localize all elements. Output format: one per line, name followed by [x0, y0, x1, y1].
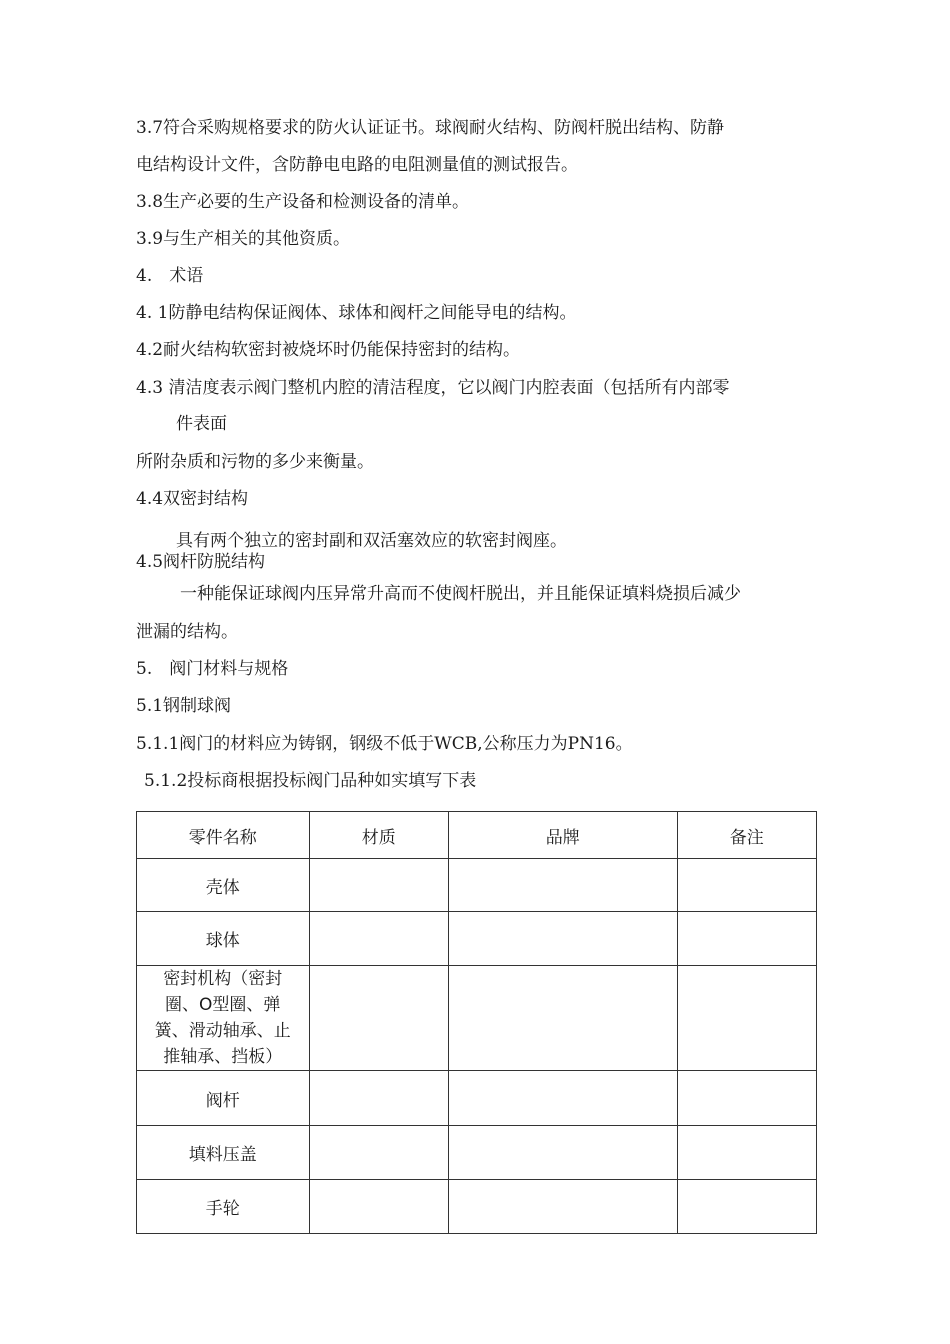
- cell-material: [309, 1126, 448, 1180]
- cell-brand: [448, 1071, 677, 1126]
- header-brand: 品牌: [448, 812, 677, 859]
- table-row: [137, 1071, 817, 1126]
- cell-material: [309, 966, 448, 1071]
- cell-part-name: 球体: [137, 912, 310, 966]
- cell-line: 推轴承、挡板）: [163, 1047, 283, 1067]
- table-row: [137, 912, 817, 966]
- section-5-heading: 5. 阀门材料与规格: [136, 659, 289, 679]
- section-4-heading: 4. 术语: [136, 266, 204, 286]
- cell-remarks: [677, 912, 816, 966]
- cell-material: [309, 1180, 448, 1234]
- cell-material: [309, 1071, 448, 1126]
- table-row: [137, 1126, 817, 1180]
- header-remarks: 备注: [677, 812, 816, 859]
- cell-part-name: 填料压盖: [137, 1126, 310, 1180]
- paragraph-4-3: 4.3 清洁度表示阀门整机内腔的清洁程度，它以阀门内腔表面（包括所有内部零: [136, 378, 730, 398]
- paragraph-3-8: 3.8生产必要的生产设备和检测设备的清单。: [136, 192, 470, 212]
- cell-brand: [448, 966, 677, 1071]
- paragraph-4-4-heading: 4.4双密封结构: [136, 489, 249, 509]
- cell-line: 簧、滑动轴承、止: [154, 1021, 291, 1041]
- cell-brand: [448, 1180, 677, 1234]
- cell-part-name: 手轮: [137, 1180, 310, 1234]
- header-part-name: 零件名称: [137, 812, 310, 859]
- header-material: 材质: [309, 812, 448, 859]
- paragraph-5-1-2: 5.1.2投标商根据投标阀门品种如实填写下表: [144, 771, 477, 791]
- cell-brand: [448, 1126, 677, 1180]
- paragraph-3-9: 3.9与生产相关的其他资质。: [136, 229, 351, 249]
- paragraph-4-4-body: 具有两个独立的密封副和双活塞效应的软密封阀座。: [176, 531, 567, 551]
- paragraph-4-3-cont2: 所附杂质和污物的多少来衡量。: [136, 452, 374, 472]
- cell-material: [309, 912, 448, 966]
- cell-remarks: [677, 1180, 816, 1234]
- paragraph-3-7-cont: 电结构设计文件，含防静电电路的电阻测量值的测试报告。: [136, 155, 578, 175]
- cell-part-name: 壳体: [137, 859, 310, 912]
- table-row: [137, 1180, 817, 1234]
- paragraph-4-5-body: 一种能保证球阀内压异常升高而不使阀杆脱出，并且能保证填料烧损后减少: [180, 584, 741, 604]
- cell-remarks: [677, 1126, 816, 1180]
- paragraph-4-3-cont: 件表面: [176, 414, 227, 434]
- cell-remarks: [677, 1071, 816, 1126]
- paragraph-5-1: 5.1钢制球阀: [136, 696, 232, 716]
- cell-brand: [448, 859, 677, 912]
- paragraph-4-5-body-cont: 泄漏的结构。: [136, 622, 238, 642]
- cell-line: 圈、O型圈、弹: [165, 995, 281, 1015]
- cell-remarks: [677, 859, 816, 912]
- paragraph-4-2: 4.2耐火结构软密封被烧坏时仍能保持密封的结构。: [136, 340, 521, 360]
- paragraph-3-7: 3.7符合采购规格要求的防火认证证书。球阀耐火结构、防阀杆脱出结构、防静: [136, 118, 725, 138]
- paragraph-5-1-1: 5.1.1阀门的材料应为铸钢，钢级不低于WCB,公称压力为PN16。: [136, 734, 633, 754]
- cell-part-name: [137, 966, 310, 1071]
- table-header-row: [137, 812, 817, 859]
- parts-table: [136, 811, 817, 1234]
- table-row: [137, 966, 817, 1071]
- paragraph-4-5-heading: 4.5阀杆防脱结构: [136, 552, 266, 572]
- cell-remarks: [677, 966, 816, 1071]
- table-row: [137, 859, 817, 912]
- cell-line: 密封机构（密封: [163, 969, 283, 989]
- cell-part-name: 阀杆: [137, 1071, 310, 1126]
- cell-brand: [448, 912, 677, 966]
- cell-material: [309, 859, 448, 912]
- paragraph-4-1: 4. 1防静电结构保证阀体、球体和阀杆之间能导电的结构。: [136, 303, 577, 323]
